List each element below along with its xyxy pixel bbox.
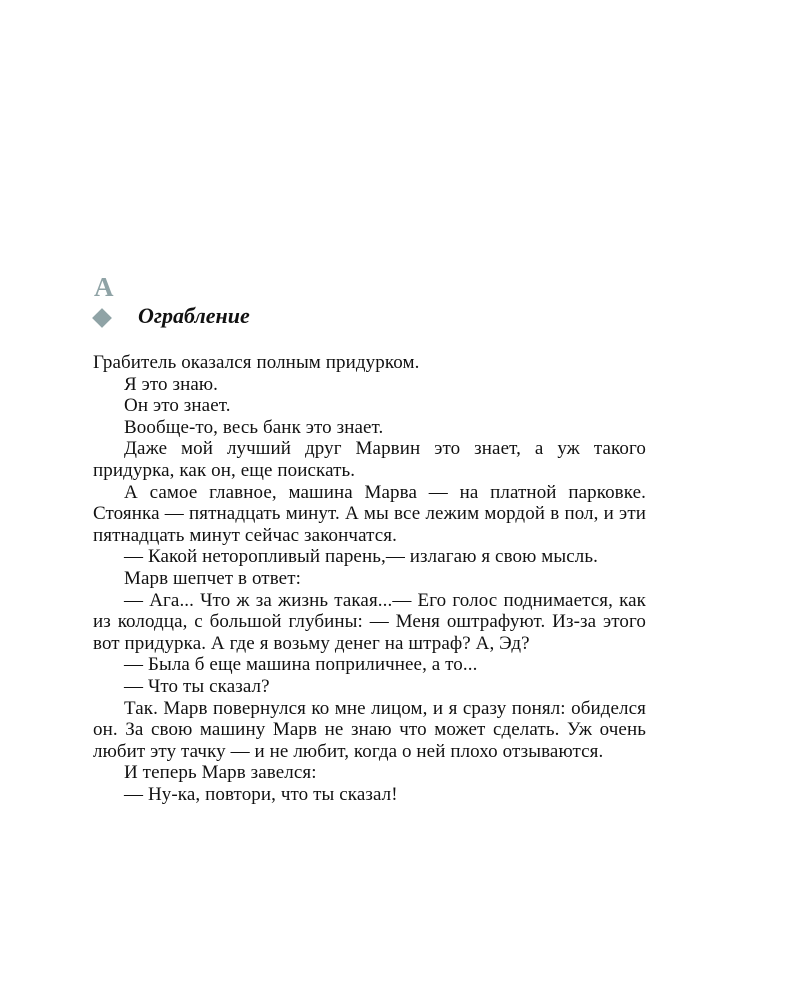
- paragraph: Я это знаю.: [124, 373, 219, 395]
- paragraph: — Была б еще машина поприличнее, а то...: [124, 654, 478, 676]
- paragraph: Грабитель оказался полным придурком.: [93, 352, 420, 373]
- paragraph: Он это знает.: [124, 395, 231, 417]
- paragraph: — Что ты сказал?: [124, 675, 270, 697]
- paragraph: И теперь Марв завелся:: [124, 762, 317, 784]
- section-letter: А: [94, 272, 114, 302]
- paragraph: А самое главное, машина Марва — на платной парковке. Стоянка — пятнадцать минут. А мы все лежим мордой в пол, и эти пятнадцать минут сейчас закончатся.: [93, 481, 646, 546]
- paragraph: Даже мой лучший друг Марвин это знает, а уж такого придурка, как он, еще поискать.: [93, 438, 646, 481]
- diamond-icon: [92, 308, 112, 328]
- paragraph: Так. Марв повернулся ко мне лицом, и я сразу понял: обиделся он. За свою машину Марв не знаю что может сделать. Уж очень любит эту тачку — и не любит, когда о ней плохо отзываются.: [93, 697, 646, 762]
- paragraph: — Ну-ка, повтори, что ты сказал!: [124, 783, 398, 805]
- paragraph: Марв шепчет в ответ:: [124, 567, 301, 589]
- paragraph: Вообще-то, весь банк это знает.: [124, 416, 384, 438]
- paragraph: — Какой неторопливый парень,— излагаю я свою мысль.: [124, 546, 598, 568]
- chapter-title: Ограбление: [138, 303, 250, 328]
- body-text: [93, 352, 646, 805]
- paragraph: — Ага... Что ж за жизнь такая...— Его голос поднимается, как из колодца, с большой глубины: — Меня оштрафуют. Из-за этого вот придурка. А где я возьму денег на штраф? А, Эд?: [93, 589, 646, 654]
